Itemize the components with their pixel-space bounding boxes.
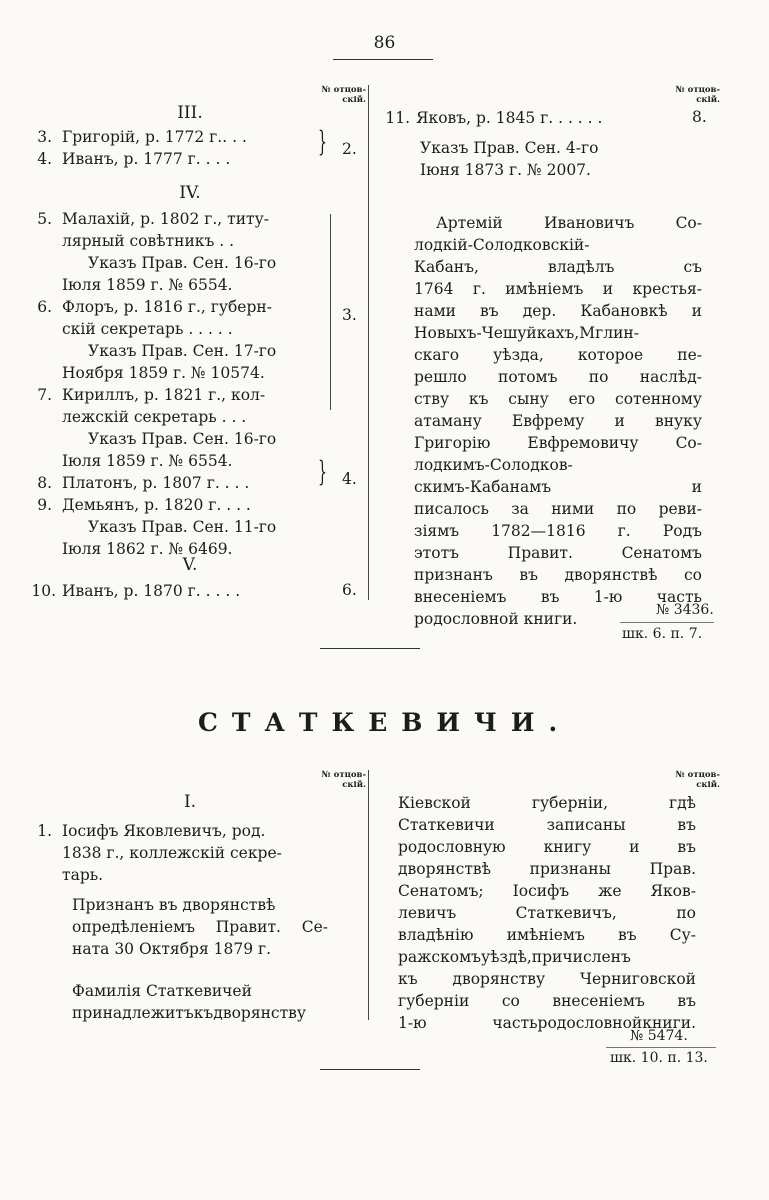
entry-text: Григорій, р. 1772 г.. . . [62,128,247,146]
text-line [414,564,702,586]
text-line: лодкимъ-Солодков- [414,456,573,474]
word: Прав. [649,860,696,878]
entry-line [36,230,336,252]
generation-4-entries [36,208,336,560]
word: признанъ [414,566,493,584]
word: Ивановичъ [544,214,635,232]
word: со [683,566,702,584]
bottom-rule [320,1069,420,1070]
entry-line [36,126,336,148]
entry-text: Иванъ, р. 1777 г. . . . [62,150,231,168]
word: гдѣ [668,794,696,812]
entry-line [36,318,336,340]
entry-text: Іосифъ Яковлевичъ, род. [62,822,266,840]
decree [420,137,690,181]
text-line [398,902,696,924]
word: и [691,302,702,320]
family-history-paragraph [398,792,696,1034]
word: уѣзда, [493,346,544,364]
entry-text: Ноября 1859 г. № 10574. [62,364,265,382]
entry-text: Указъ Прав. Сен. 17-го [88,342,277,360]
word: имѣніемъ [506,926,585,944]
word: въ [677,838,696,856]
word: дворянствѣ [398,860,491,878]
word: его [568,390,596,408]
word: внуку [654,412,702,430]
word: книгу [543,838,592,856]
generation-3-entries [36,126,336,170]
column-divider [368,85,369,600]
word: Статкевичъ, [515,904,617,922]
word: дер. [522,302,557,320]
word: Со- [675,434,702,452]
word: зіямъ [414,522,460,540]
word: со [501,992,520,1010]
father-column-header: № отцов- скій. [675,85,720,105]
word: Со- [675,214,702,232]
text-line [398,880,696,902]
word: имѣніемъ [505,280,584,298]
brace: } [318,125,327,158]
word: сотенному [615,390,702,408]
generation-roman-5: V. [182,555,198,575]
word: 1782—1816 [491,522,586,540]
word: Сенатомъ [621,544,702,562]
recognition-paragraph [72,894,328,960]
text-line [398,990,696,1012]
generation-roman-4: IV. [179,183,201,203]
text-line [414,212,702,234]
entry-line [36,842,336,864]
text-line [398,968,696,990]
word: Кабановкѣ [580,302,668,320]
entry-line [36,406,336,428]
word: родословную [398,838,506,856]
text-line [414,542,702,564]
word: Евфремовичу [527,434,639,452]
word: въ [677,992,696,1010]
word: Су- [669,926,696,944]
entry-text: Іюля 1859 г. № 6554. [62,276,233,294]
entry: 11. Яковъ, р. 1845 г. . . . . . [385,109,603,127]
word: Кабанъ, [414,258,479,276]
word: съ [683,258,702,276]
generation-roman-1: I. [183,792,197,812]
text-line: лодкій-Солодковскій- [414,236,590,254]
page-number: 86 [373,33,396,53]
father-column-header: № отцов- скій. [321,85,366,105]
word: сыну [508,390,549,408]
word: этотъ [414,544,460,562]
entry-line [36,148,336,170]
section-rule [320,648,420,649]
text-line: родословной книги. [414,610,578,628]
entry-number: 4. [37,150,52,168]
text-line [414,278,702,300]
entry-line [36,516,336,538]
word: Се- [301,918,328,936]
text-line: Указъ Прав. Сен. 4-го [420,139,599,157]
entry-text: Указъ Прав. Сен. 16-го [88,430,277,448]
word: опредѣленіемъ [72,918,196,936]
text-line: ражскомъуѣздѣ,причисленъ [398,948,631,966]
entry-text: 1838 г., коллежскій секре- [62,844,282,862]
entry-line [36,274,336,296]
word: нами [414,302,456,320]
entry-text: Демьянъ, р. 1820 г. . . . [62,496,251,514]
word: губерніи, [531,794,609,812]
entry-text: Указъ Прав. Сен. 11-го [88,518,277,536]
text-line: Іюня 1873 г. № 2007. [420,161,591,179]
word: и [614,412,625,430]
entry-line [36,472,336,494]
short-rule [606,1047,716,1048]
word: 1-ю [398,1014,427,1032]
text-line: Фамилія Статкевичей [72,982,252,1000]
word: по [616,500,637,518]
word: Іосифъ [512,882,570,900]
word: въ [540,588,560,606]
word: по [588,368,609,386]
word: часть [656,588,702,606]
entry-line [36,208,336,230]
word: въ [677,816,696,834]
word: и [691,478,702,496]
word: внесеніемъ [414,588,507,606]
text-line [72,916,328,938]
word: къ [468,390,489,408]
word: въ [480,302,499,320]
entry-text: Флоръ, р. 1816 г., губерн- [62,298,272,316]
father-number: 3. [342,306,357,324]
entry-number: 3. [37,128,52,146]
word: Черниговской [580,970,696,988]
word: скимъ-Кабанамъ [414,478,552,496]
text-line [398,858,696,880]
word: ству [414,390,450,408]
entry-text: лежскій секретарь . . . [62,408,247,426]
word: владѣнію [398,926,474,944]
word: решло [414,368,467,386]
word: частьродословнойкниги. [492,1014,696,1032]
word: Евфрему [511,412,585,430]
word: записаны [546,816,626,834]
text-line [414,366,702,388]
file-number: № 5474. [630,1028,688,1044]
word: дворянству [452,970,546,988]
text-line [414,300,702,322]
word: скаго [414,346,460,364]
word: писалось [414,500,489,518]
word: Правит. [507,544,573,562]
word: же [598,882,622,900]
text-line [414,410,702,432]
word: г. [617,522,631,540]
word: 1764 [414,280,454,298]
word: дворянствѣ [564,566,658,584]
text-line [414,432,702,454]
word: 1-ю [593,588,623,606]
entry: 10. Иванъ, р. 1870 г. . . . . [31,582,241,600]
family-title: СТАТКЕВИЧИ. [198,708,572,737]
word: къ [398,970,418,988]
word: и [629,838,640,856]
entry-text: Іюля 1859 г. № 6554. [62,452,233,470]
entry-text: Іюля 1862 г. № 6469. [62,540,233,558]
text-line [414,520,702,542]
file-number: № 3436. [656,602,714,618]
generation-1-entry [36,820,336,886]
entry-line [36,252,336,274]
text-line: Признанъ въ дворянствѣ [72,896,276,914]
family-paragraph [72,980,318,1024]
word: наслѣд- [639,368,702,386]
brace: } [318,455,327,488]
text-line [414,344,702,366]
text-line: Новыхъ-Чешуйкахъ,Мглин- [414,324,639,342]
entry-text: тарь. [62,866,104,884]
word: реви- [658,500,702,518]
father-column-header: № отцов- скій. [675,770,720,790]
shelf-number: шк. 10. п. 13. [610,1050,708,1066]
word: левичъ [398,904,457,922]
text-line [414,498,702,520]
word: владѣлъ [547,258,615,276]
father-number: 2. [342,140,357,158]
word: атаману [414,412,482,430]
family-history-paragraph [414,212,702,630]
entry-number: 8. [37,474,52,492]
entry-line [36,296,336,318]
word: въ [618,926,637,944]
word: Григорію [414,434,491,452]
word: г. [472,280,486,298]
text-line [398,924,696,946]
entry-text: Платонъ, р. 1807 г. . . . [62,474,250,492]
entry-text: Указъ Прав. Сен. 16-го [88,254,277,272]
word: внесеніемъ [552,992,645,1010]
entry-text: Малахій, р. 1802 г., титу- [62,210,269,228]
text-line [398,792,696,814]
entry-number: 1. [37,822,52,840]
text-line [414,388,702,410]
word: Сенатомъ; [398,882,484,900]
entry-line [36,820,336,842]
entry-line [36,340,336,362]
father-column-header: № отцов- скій. [321,770,366,790]
entry-text: лярный совѣтникъ . . [62,232,235,250]
column-divider [368,770,369,1020]
word: въ [519,566,538,584]
father-number: 6. [342,581,357,599]
father-number: 8. [692,108,707,126]
entry-line [36,428,336,450]
text-line: принадлежитъкъдворянству [72,1004,307,1022]
text-line [398,814,696,836]
word: по [676,904,696,922]
word: потомъ [497,368,558,386]
entry-text: Кириллъ, р. 1821 г., кол- [62,386,266,404]
entry-number: 6. [37,298,52,316]
entry-line [36,362,336,384]
brace-line [330,214,331,410]
text-line [414,256,702,278]
generation-roman-3: III. [177,103,203,123]
word: и [602,280,614,298]
word: ними [551,500,595,518]
entry-line [36,384,336,406]
word: Родъ [662,522,702,540]
word: признаны [529,860,611,878]
entry-number: 7. [37,386,52,404]
word: Правит. [215,918,281,936]
entry-number: 9. [37,496,52,514]
entry-line [36,450,336,472]
word: за [511,500,529,518]
father-number: 4. [342,470,357,488]
word: Статкевичи [398,816,495,834]
shelf-number: шк. 6. п. 7. [622,626,703,642]
word: Яков- [650,882,696,900]
text-line [414,476,702,498]
word: губерніи [398,992,470,1010]
entry-text: скій секретарь . . . . . [62,320,233,338]
text-line: ната 30 Октября 1879 г. [72,940,272,958]
top-rule [333,59,433,60]
word: крестья- [632,280,702,298]
word: которое [577,346,644,364]
entry-line [36,864,336,886]
text-line [398,836,696,858]
word: пе- [677,346,702,364]
word: Кіевской [398,794,471,812]
short-rule [620,622,714,623]
entry-line [36,494,336,516]
word: Артемій [436,214,503,232]
entry-number: 5. [37,210,52,228]
